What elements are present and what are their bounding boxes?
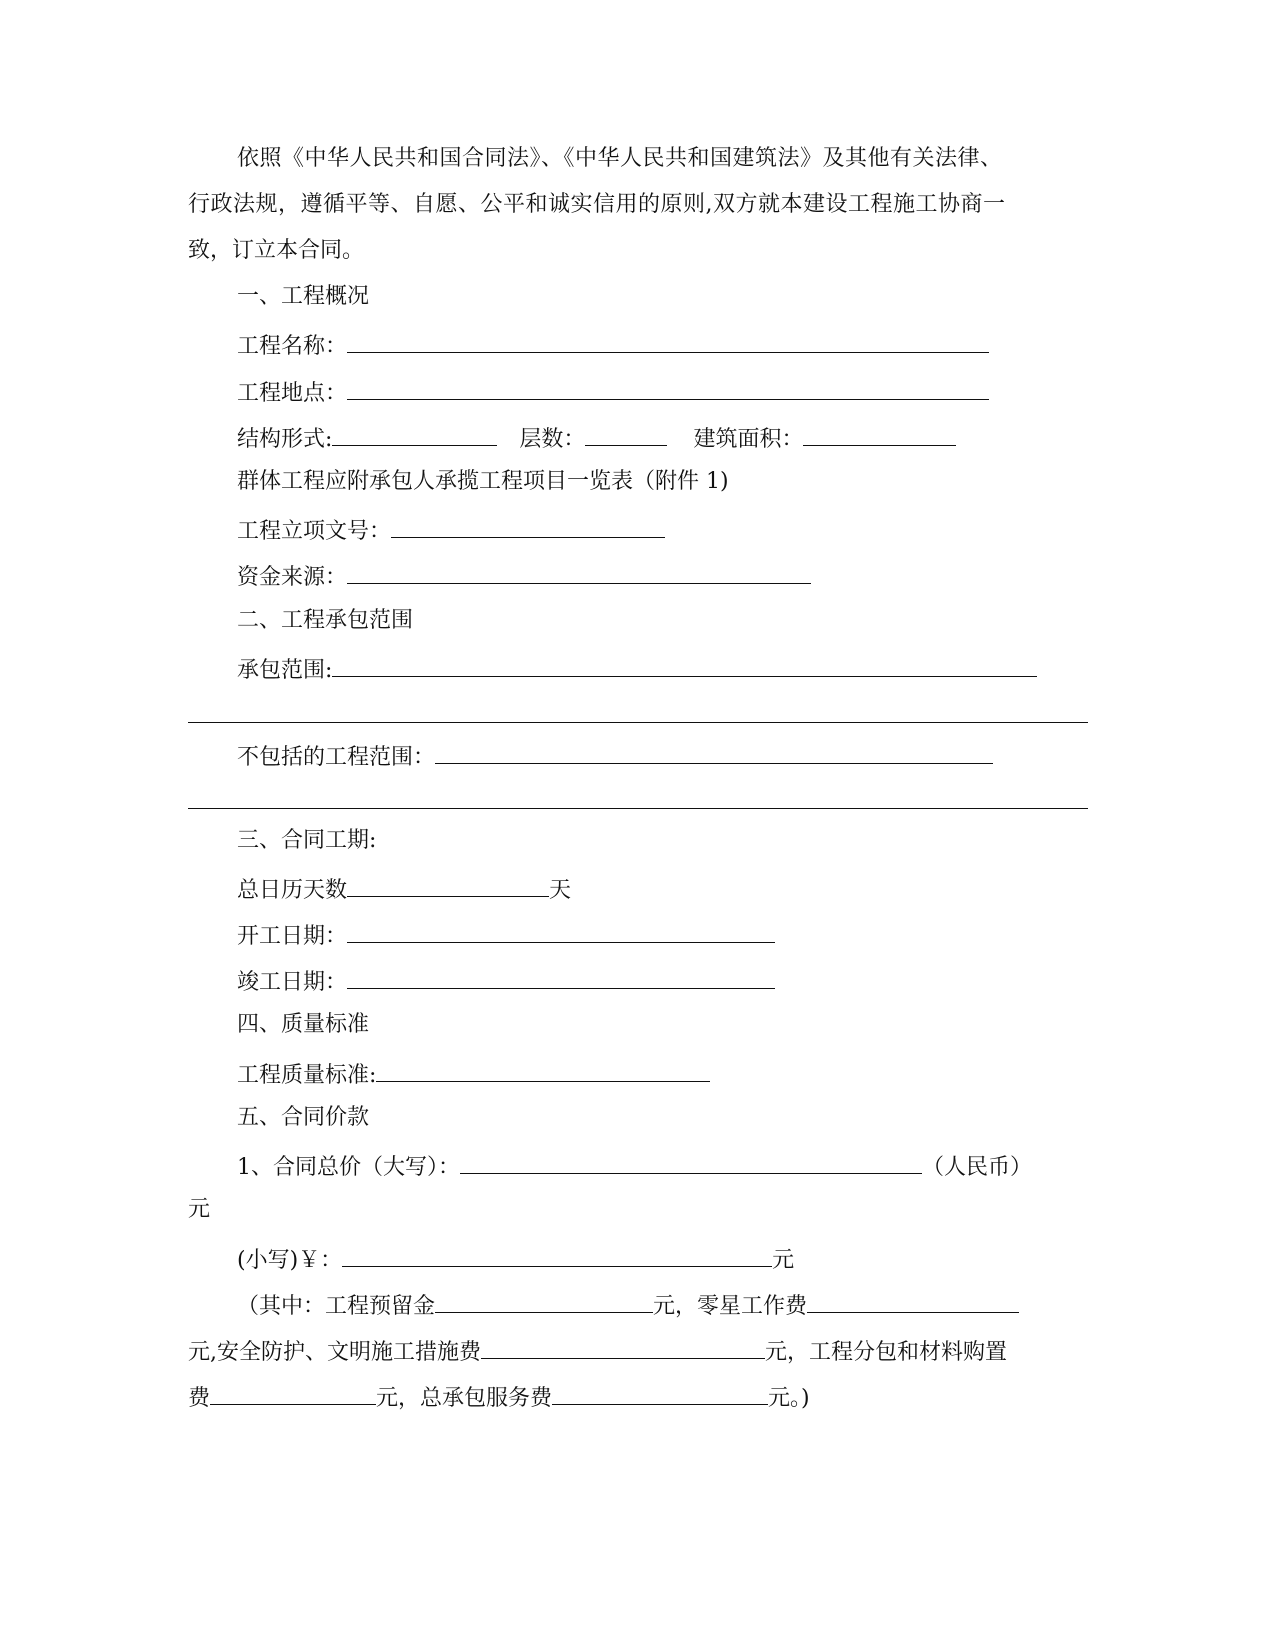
- project-name-row: [188, 326, 1137, 360]
- detail-line-3: [188, 1378, 1088, 1412]
- area-field[interactable]: [803, 419, 956, 446]
- daywork-fee-field[interactable]: [807, 1286, 1019, 1313]
- safety-fee-field[interactable]: [481, 1332, 765, 1359]
- approval-row: [188, 511, 1137, 545]
- total-price-yuan: 元: [188, 1197, 211, 1222]
- total-days-field[interactable]: [347, 870, 549, 897]
- project-location-field[interactable]: [347, 373, 989, 400]
- project-location-row: [188, 373, 1137, 407]
- excluded-field[interactable]: [435, 737, 993, 764]
- section-2-heading: 二、工程承包范围: [237, 608, 414, 633]
- quality-field[interactable]: [376, 1055, 710, 1082]
- intro-line-3: 致，订立本合同。: [188, 238, 365, 263]
- funding-row: [188, 557, 1137, 591]
- small-price-label: (小写)￥：: [237, 1248, 343, 1273]
- section-5-heading: 五、合同价款: [237, 1105, 370, 1130]
- detail-line-2: [188, 1332, 1088, 1366]
- excluded-label: 不包括的工程范围：: [237, 745, 436, 770]
- quality-row: [188, 1055, 1137, 1089]
- scope-row: [188, 650, 1137, 684]
- total-price-field[interactable]: [460, 1147, 922, 1174]
- days-unit: 天: [549, 878, 572, 903]
- total-days-row: [188, 870, 1137, 904]
- reserve-fund-field[interactable]: [435, 1286, 653, 1313]
- detail-open: （其中：工程预留金: [237, 1294, 436, 1319]
- project-name-label: 工程名称：: [237, 334, 348, 359]
- start-date-label: 开工日期：: [237, 924, 348, 949]
- project-name-field[interactable]: [347, 326, 989, 353]
- scope-label: 承包范围:: [237, 658, 333, 683]
- section-3-heading: 三、合同工期:: [237, 828, 377, 853]
- group-note: 群体工程应附承包人承揽工程项目一览表（附件 1): [237, 469, 729, 494]
- finish-date-label: 竣工日期：: [237, 970, 348, 995]
- funding-field[interactable]: [347, 557, 811, 584]
- total-days-label: 总日历天数: [237, 878, 348, 903]
- rmb-label: （人民币）: [922, 1155, 1033, 1180]
- start-date-field[interactable]: [347, 916, 775, 943]
- detail-line3-start: 费: [188, 1386, 211, 1411]
- small-price-row: [188, 1240, 1137, 1274]
- project-location-label: 工程地点：: [237, 381, 348, 406]
- funding-label: 资金来源：: [237, 565, 348, 590]
- general-service-fee-field[interactable]: [552, 1378, 768, 1405]
- detail-line2-end: 元，工程分包和材料购置: [765, 1340, 1008, 1365]
- finish-date-row: [188, 962, 1137, 996]
- total-price-label: 1、合同总价（大写）：: [237, 1155, 460, 1180]
- floors-field[interactable]: [585, 419, 667, 446]
- detail-yuan-comma: 元，零星工作费: [653, 1294, 808, 1319]
- detail-line-1: [188, 1286, 1137, 1320]
- excluded-field-continuation[interactable]: [188, 808, 1088, 809]
- structure-row: [188, 419, 1137, 453]
- section-1-heading: 一、工程概况: [237, 284, 370, 309]
- floors-label: 层数：: [519, 427, 586, 452]
- subcontract-fee-field[interactable]: [210, 1378, 376, 1405]
- finish-date-field[interactable]: [347, 962, 775, 989]
- small-price-field[interactable]: [342, 1240, 772, 1267]
- structure-label: 结构形式:: [237, 427, 333, 452]
- scope-field-continuation[interactable]: [188, 722, 1088, 723]
- section-4-heading: 四、质量标准: [237, 1012, 370, 1037]
- quality-label: 工程质量标准:: [237, 1063, 377, 1088]
- area-label: 建筑面积：: [693, 427, 804, 452]
- structure-field[interactable]: [332, 419, 497, 446]
- start-date-row: [188, 916, 1137, 950]
- intro-line-2: 行政法规，遵循平等、自愿、公平和诚实信用的原则,双方就本建设工程施工协商一: [188, 192, 1006, 217]
- total-price-row: [188, 1147, 1137, 1181]
- detail-line3-end: 元。): [768, 1386, 810, 1411]
- intro-line-1: 依照《中华人民共和国合同法》、《中华人民共和国建筑法》及其他有关法律、: [237, 146, 1003, 171]
- detail-line3-mid: 元，总承包服务费: [376, 1386, 553, 1411]
- small-price-yuan: 元: [772, 1248, 795, 1273]
- approval-field[interactable]: [391, 511, 665, 538]
- excluded-row: [188, 737, 1137, 771]
- approval-label: 工程立项文号：: [237, 519, 392, 544]
- detail-line2-start: 元,安全防护、文明施工措施费: [188, 1340, 481, 1365]
- scope-field[interactable]: [332, 650, 1037, 677]
